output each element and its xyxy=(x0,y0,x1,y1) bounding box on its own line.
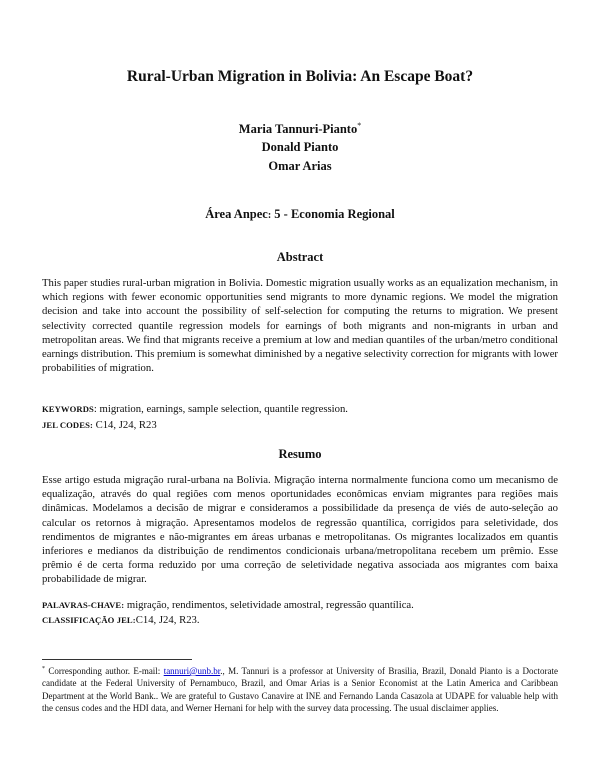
footnote xyxy=(42,663,558,715)
jel-line xyxy=(42,418,558,432)
resumo-text: Esse artigo estuda migração rural-urbana na Bolívia. Migração interna normalmente funciona como um mecanismo de equalização, através do qual regiões com menos oportunidades econômicas enviam migrantes para regiões mais dinâmicas. Modelamos a decisão de migrar e consideramos a possibilidade da presença de viés de auto-seleção ao calcular os retornos à migração. Apresentamos modelos de regressão quantílica, corrigidos para seletividade, dos rendimentos de migrantes e não-migrantes em áreas urbanas e metropolitanas. Os migrantes localizados em quantis inferiores e medianos da distribuição de rendimentos condicionais urbana/metropolitana recebem um prêmio. Esse prêmio é de certa forma reduzido por uma correção de seletividade negativa associada aos migrantes com baixa probabilidade de migrar. xyxy=(42,474,558,586)
classificacao-line xyxy=(42,613,558,627)
area-colon: : xyxy=(267,210,272,221)
author-name: Omar Arias xyxy=(268,159,332,173)
author-name: Maria Tannuri-Pianto xyxy=(238,122,358,137)
anpec-area xyxy=(0,207,600,222)
abstract-heading: Abstract xyxy=(276,250,324,264)
footnote-divider xyxy=(42,659,192,660)
palavras-label: PALAVRAS-CHAVE: xyxy=(42,600,125,610)
footnote-before: Corresponding author. E-mail: xyxy=(45,666,164,676)
keywords-value: : migration, earnings, sample selection, quantile regression. xyxy=(93,403,348,415)
paper-title: Rural-Urban Migration in Bolivia: An Escape Boat? xyxy=(126,68,474,85)
email-link[interactable]: tannuri@unb.br xyxy=(163,666,221,676)
author-footnote-mark: * xyxy=(357,121,362,130)
footnote-mark: * xyxy=(42,666,45,672)
abstract-text: This paper studies rural-urban migration in Bolivia. Domestic migration usually works as an equalization mechanism, in which regions with fewer economic opportunities send migrants to more dynamic regions. We model the migration decision and take into account the possibility of self-selection for computing the returns to migration. We present selectivity corrected quantile regression models for earnings of both migrants and non-migrants in urban and metropolitan areas. We find that migrants receive a premium at low and median quantiles of the urban/metro conditional earnings distribution. This premium is somewhat diminished by a negative selectivity correction for migrants with lower probabilities of migration. xyxy=(42,277,558,375)
author-2 xyxy=(0,140,600,155)
jel-label: JEL CODES: xyxy=(42,420,93,430)
keywords-line xyxy=(42,402,558,416)
classificacao-value: C14, J24, R23. xyxy=(135,614,200,626)
palavras-line xyxy=(42,598,558,612)
area-value: 5 - Economia Regional xyxy=(271,207,395,221)
footnote-after: ., M. Tannuri is a professor at University of Brasilia, Brazil, Donald Pianto is a Doctorate candidate at the Federal University of Pernambuco, Brazil, and Omar Arias is a Senior Economist at the Latin America and Caribbean Department at the World Bank.. We are grateful to Gustavo Canavire at INE and Fernando Landa Casazola at UDAPE for valuable help with the census codes and the HDI data, and Werner Hernani for help with the survey data processing. The usual disclaimer applies. xyxy=(42,666,559,714)
jel-value: C14, J24, R23 xyxy=(92,419,157,431)
keywords-label: KEYWORDS xyxy=(42,404,94,414)
author-1 xyxy=(0,121,600,137)
resumo-heading: Resumo xyxy=(278,447,322,461)
area-prefix: Área Anpec xyxy=(205,207,268,221)
author-name: Donald Pianto xyxy=(261,140,339,154)
author-3 xyxy=(0,159,600,174)
classificacao-label: CLASSIFICAÇÃO JEL: xyxy=(42,615,136,625)
palavras-value: migração, rendimentos, seletividade amostral, regressão quantílica. xyxy=(124,599,414,611)
